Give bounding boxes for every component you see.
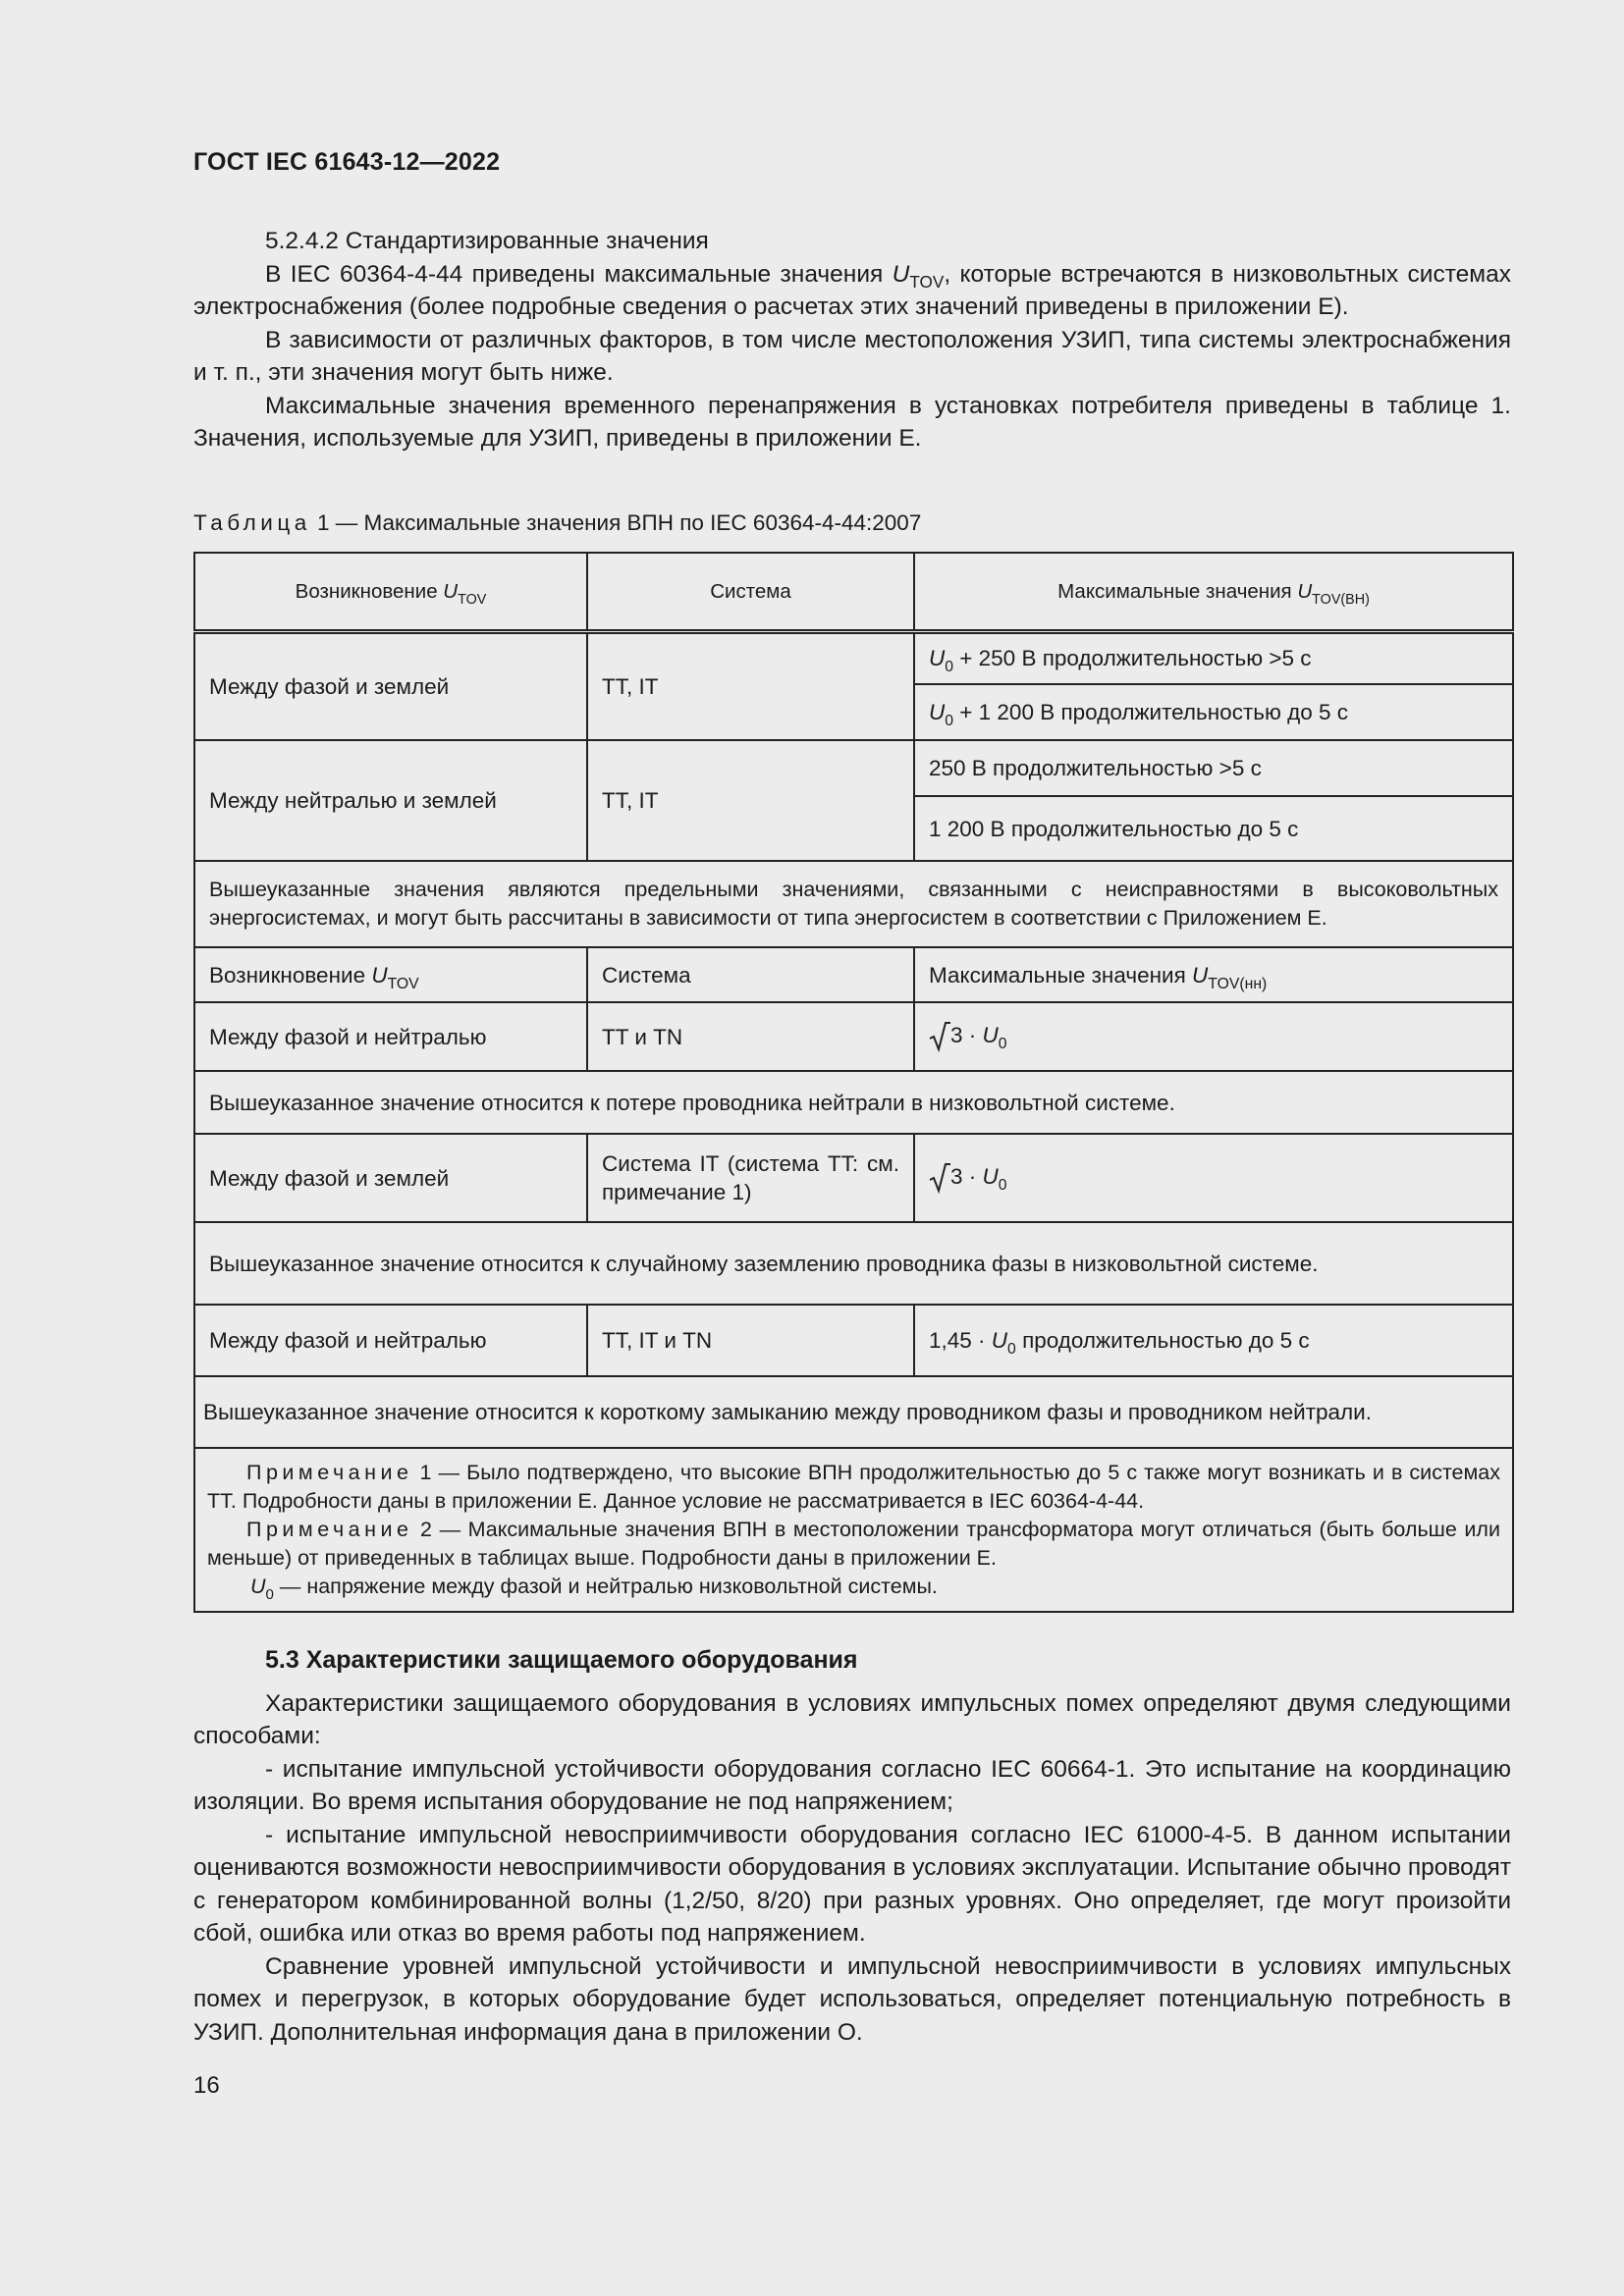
subsection-heading: 5.2.4.2 Стандартизированные значения [265,228,709,254]
cell-system: Система IT (система TT: см. примечание 1) [587,1134,914,1222]
table-remark-row [194,1071,1513,1134]
cell-system: TT и TN [587,1002,914,1071]
note-1: Примечание 1 — Было подтверждено, что высокие ВПН продолжительностью до 5 с также могут возникать и в системах TT. Подробности даны в приложении Е. Данное условие не рассматривается в IEC 60364-4-44. [207,1461,1500,1513]
header-cell-system: Система [587,947,914,1002]
sqrt-icon [929,1021,950,1052]
table-row [194,1134,1513,1222]
intro-paragraph-2: В зависимости от различных факторов, в том числе местоположения УЗИП, типа системы электроснабжения и т. п., эти значения могут быть ниже. [193,326,1511,386]
sqrt-icon [929,1162,950,1194]
cell-system: TT, IT и TN [587,1305,914,1376]
remark-cell: Вышеуказанное значение относится к потере проводника нейтрали в низковольтной системе. [194,1071,1513,1134]
table-caption: Таблица 1 — Максимальные значения ВПН по IEC 60364-4-44:2007 [193,510,922,535]
header-cell-max-values: Максимальные значения $U_{TOV(нн)}$ [914,947,1513,1002]
cell-occurrence: Между фазой и землей [194,1134,587,1222]
intro-paragraph-1: В IEC 60364-4-44 приведены максимальные значения $U_{TOV}$, которые встречаются в низковольтных системах электроснабжения (более подробные сведения о расчетах этих значений приведены в приложении Е). [193,260,1512,320]
header-cell-system: Система [587,553,914,631]
section-5-3 [193,1644,1511,2049]
cell-occurrence: Между нейтралью и землей [194,740,587,861]
remark-cell: Вышеуказанные значения являются предельными значениями, связанными с неисправностями в высоковольтных энергосистемах, и могут быть рассчитаны в зависимости от типа энергосистем в соответствии с Приложением Е. [194,861,1513,947]
cell-value: 1 200 В продолжительностью до 5 с [914,796,1513,861]
cell-value: $U_0 + 1$ 200 В продолжительностью до 5 с [914,684,1513,740]
table-header-row [194,553,1513,631]
table-remark-row [194,861,1513,947]
remark-cell: Вышеуказанное значение относится к случайному заземлению проводника фазы в низковольтной системе. [194,1222,1513,1305]
cell-system: TT, IT [587,631,914,740]
section-paragraph: Характеристики защищаемого оборудования в условиях импульсных помех определяют двумя следующими способами: [193,1689,1511,1749]
notes-cell [194,1448,1513,1612]
cell-value: $U_0 + 250$ В продолжительностью >5 с [914,631,1513,684]
table-row [194,740,1513,796]
table-row [194,1305,1513,1376]
section-paragraph: Сравнение уровней импульсной устойчивости и импульсной невосприимчивости в условиях импульсных помех и перегрузок, в которых оборудование будет использоваться, определяет потенциальную потребность в УЗИП. Дополнительная информация дана в приложении О. [193,1952,1511,2046]
cell-occurrence: Между фазой и нейтралью [194,1305,587,1376]
header-cell-occurrence: Возникновение $U_{TOV}$ [194,553,587,631]
header-cell-max-values: Максимальные значения $U_{TOV(ВН)}$ [914,553,1513,631]
header-cell-occurrence: Возникновение $U_{TOV}$ [194,947,587,1002]
intro-text [193,225,1511,455]
cell-value: $3 \cdot U_0$ [914,1134,1513,1222]
cell-value: 250 В продолжительностью >5 с [914,740,1513,796]
cell-value: $3 \cdot U_0$ [914,1002,1513,1071]
section-paragraph: - испытание импульсной невосприимчивости оборудования согласно IEC 61000-4-5. В данном испытании оцениваются возможности невосприимчивости оборудования в условиях эксплуатации. Испытание обычно проводят с генератором комбинированной волны (1,2/50, 8/20) при разных уровнях. Оно определяет, где могут произойти сбой, ошибка или отказ во время работы под напряжением. [193,1821,1511,1947]
note-2: Примечание 2 — Максимальные значения ВПН в местоположении трансформатора могут отличаться (быть больше или меньше) от приведенных в таблицах выше. Подробности даны в приложении Е. [207,1518,1500,1570]
document-header: ГОСТ IEC 61643-12—2022 [193,148,501,176]
section-title: 5.3 Характеристики защищаемого оборудования [265,1646,858,1674]
cell-value: $1,45 \cdot U_0$ продолжительностью до 5 с [914,1305,1513,1376]
table-remark-row [194,1222,1513,1305]
table-remark-row [194,1376,1513,1448]
cell-system: TT, IT [587,740,914,861]
cell-occurrence: Между фазой и нейтралью [194,1002,587,1071]
table-row [194,1002,1513,1071]
table-header-row [194,947,1513,1002]
table-row [194,631,1513,684]
page-number: 16 [193,2072,220,2099]
remark-cell: Вышеуказанное значение относится к короткому замыканию между проводником фазы и проводником нейтрали. [194,1376,1513,1448]
tov-table [193,552,1514,1613]
table-notes-row [194,1448,1513,1612]
cell-occurrence: Между фазой и землей [194,631,587,740]
section-paragraph: - испытание импульсной устойчивости оборудования согласно IEC 60664-1. Это испытание на координацию изоляции. Во время испытания оборудование не под напряжением; [193,1755,1511,1815]
intro-paragraph-3: Максимальные значения временного перенапряжения в установках потребителя приведены в таблице 1. Значения, используемые для УЗИП, приведены в приложении Е. [193,392,1511,452]
note-u0: $U_0$ — напряжение между фазой и нейтралью низковольтной системы. [250,1575,938,1603]
